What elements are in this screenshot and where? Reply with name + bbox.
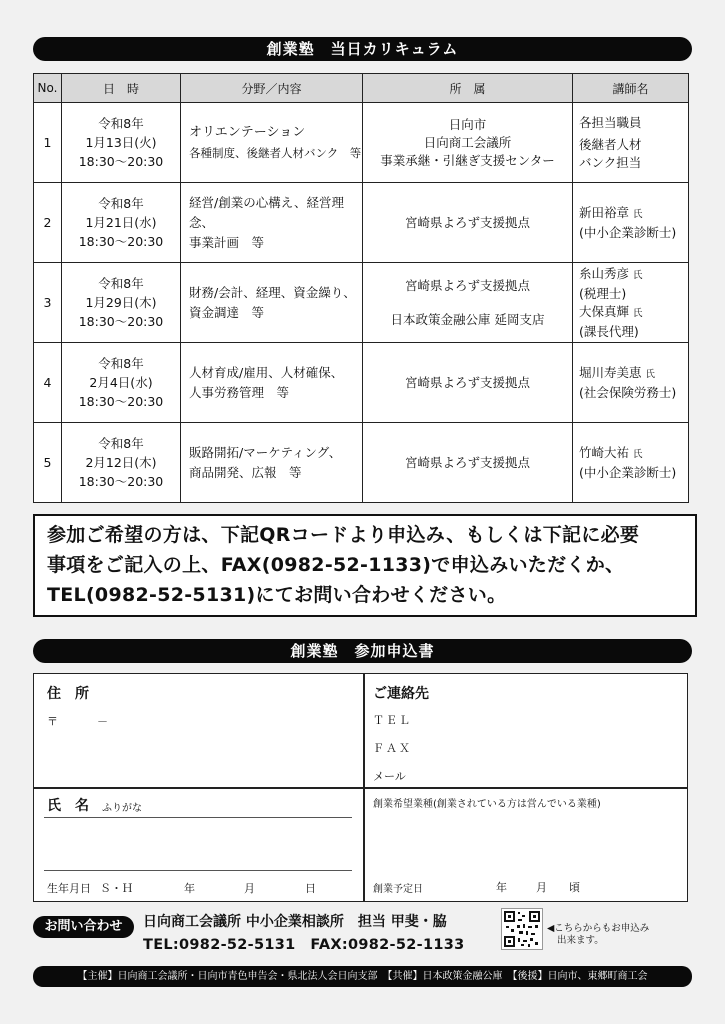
row-topic: 販路開拓/マーケティング、 商品開発、広報 等 bbox=[181, 423, 363, 503]
tel-label: ＴＥＬ bbox=[373, 714, 412, 727]
table-row bbox=[34, 103, 689, 183]
contact-pill: お問い合わせ bbox=[33, 916, 134, 938]
qr-note-1: ◀こちらからもお申込み bbox=[547, 923, 650, 934]
row-instructor: 堀川寿美恵 氏 (社会保険労務士) bbox=[573, 343, 689, 423]
form-title: 創業塾 参加申込書 bbox=[33, 639, 692, 663]
row-instructor: 糸山秀彦 氏 (税理士) 大保真輝 氏 (課長代理) bbox=[573, 263, 689, 343]
table-row bbox=[34, 343, 689, 423]
row-topic: 財務/会計、経理、資金繰り、 資金調達 等 bbox=[181, 263, 363, 343]
name-line bbox=[44, 870, 352, 871]
planned-month-unit: 月 bbox=[536, 881, 547, 894]
row-no: 4 bbox=[34, 343, 62, 423]
header-topic: 分野／内容 bbox=[181, 74, 363, 103]
qr-code[interactable] bbox=[501, 908, 543, 950]
birth-era: Ｓ・Ｈ bbox=[100, 882, 133, 895]
table-header-row bbox=[34, 74, 689, 103]
row-topic: 人材育成/雇用、人材確保、 人事労務管理 等 bbox=[181, 343, 363, 423]
header-date: 日 時 bbox=[62, 74, 181, 103]
row-org: 宮崎県よろず支援拠点 bbox=[363, 423, 573, 503]
row-no: 3 bbox=[34, 263, 62, 343]
row-org: 宮崎県よろず支援拠点 日本政策金融公庫 延岡支店 bbox=[363, 263, 573, 343]
row-topic: 経営/創業の心構え、経営理念、 事業計画 等 bbox=[181, 183, 363, 263]
postal-dash: － bbox=[97, 715, 108, 728]
row-date: 令和8年 1月13日(火) 18:30～20:30 bbox=[62, 103, 181, 183]
row-instructor: 新田裕章 氏 (中小企業診断士) bbox=[573, 183, 689, 263]
address-field[interactable] bbox=[44, 729, 354, 783]
contact-phone: TEL:0982-52-5131 FAX:0982-52-1133 bbox=[143, 937, 465, 953]
row-no: 5 bbox=[34, 423, 62, 503]
row-instructor: 各担当職員 後継者人材 バンク担当 bbox=[573, 103, 689, 183]
row-date: 令和8年 1月29日(木) 18:30～20:30 bbox=[62, 263, 181, 343]
form-divider-horizontal bbox=[34, 787, 687, 789]
tel-field[interactable] bbox=[434, 708, 674, 728]
header-no: No. bbox=[34, 74, 62, 103]
row-topic: オリエンテーション 各種制度、後継者人材バンク 等 bbox=[181, 103, 363, 183]
furigana-line bbox=[44, 817, 352, 818]
business-type-field[interactable] bbox=[370, 812, 680, 872]
row-date: 令和8年 2月4日(水) 18:30～20:30 bbox=[62, 343, 181, 423]
fax-label: ＦＡＸ bbox=[373, 742, 412, 755]
name-field[interactable] bbox=[44, 819, 352, 867]
mail-label: メール bbox=[373, 770, 406, 783]
row-org: 日向市 日向商工会議所 事業承継・引継ぎ支援センター bbox=[363, 103, 573, 183]
contact-label: ご連絡先 bbox=[373, 686, 429, 702]
name-label: 氏 名 bbox=[47, 798, 89, 814]
header-org: 所 属 bbox=[363, 74, 573, 103]
sponsor-footer: 【主催】日向商工会議所・日向市青色申告会・県北法人会日向支部 【共催】日本政策金融公庫 【後援】日向市、東郷町商工会 bbox=[33, 966, 692, 987]
curriculum-table bbox=[33, 73, 689, 503]
curriculum-title: 創業塾 当日カリキュラム bbox=[33, 37, 692, 61]
business-type-label: 創業希望業種(創業されている方は営んでいる業種) bbox=[373, 799, 601, 810]
table-row bbox=[34, 423, 689, 503]
application-form bbox=[33, 673, 688, 902]
table-row bbox=[34, 183, 689, 263]
row-no: 2 bbox=[34, 183, 62, 263]
birth-month-unit: 月 bbox=[244, 882, 255, 895]
row-instructor: 竹崎大祐 氏 (中小企業診断士) bbox=[573, 423, 689, 503]
fax-field[interactable] bbox=[434, 736, 674, 756]
table-row bbox=[34, 263, 689, 343]
row-no: 1 bbox=[34, 103, 62, 183]
header-instructor: 講師名 bbox=[573, 74, 689, 103]
notice-line-1: 参加ご希望の方は、下記QRコードより申込み、もしくは下記に必要 bbox=[47, 524, 640, 546]
notice-line-2: 事項をご記入の上、FAX(0982-52-1133)で申込みいただくか、 bbox=[47, 554, 625, 576]
row-org: 宮崎県よろず支援拠点 bbox=[363, 343, 573, 423]
contact-section bbox=[33, 908, 693, 958]
postal-mark: 〒 bbox=[47, 715, 58, 728]
address-label: 住 所 bbox=[47, 686, 89, 702]
planned-year-unit: 年 bbox=[496, 881, 507, 894]
planned-date-label: 創業予定日 bbox=[373, 884, 423, 895]
row-date: 令和8年 1月21日(水) 18:30～20:30 bbox=[62, 183, 181, 263]
notice-line-3: TEL(0982-52-5131)にてお問い合わせください。 bbox=[47, 584, 507, 606]
birth-label: 生年月日 bbox=[47, 882, 91, 895]
birth-day-unit: 日 bbox=[305, 882, 316, 895]
mail-field[interactable] bbox=[434, 764, 674, 784]
contact-org: 日向商工会議所 中小企業相談所 担当 甲斐・脇 bbox=[143, 914, 447, 930]
row-date: 令和8年 2月12日(木) 18:30～20:30 bbox=[62, 423, 181, 503]
qr-note-2: 出来ます。 bbox=[557, 935, 604, 946]
row-org: 宮崎県よろず支援拠点 bbox=[363, 183, 573, 263]
application-notice bbox=[33, 514, 697, 617]
birth-year-unit: 年 bbox=[184, 882, 195, 895]
furigana-label: ふりがな bbox=[102, 803, 142, 814]
planned-approx: 頃 bbox=[569, 881, 580, 894]
